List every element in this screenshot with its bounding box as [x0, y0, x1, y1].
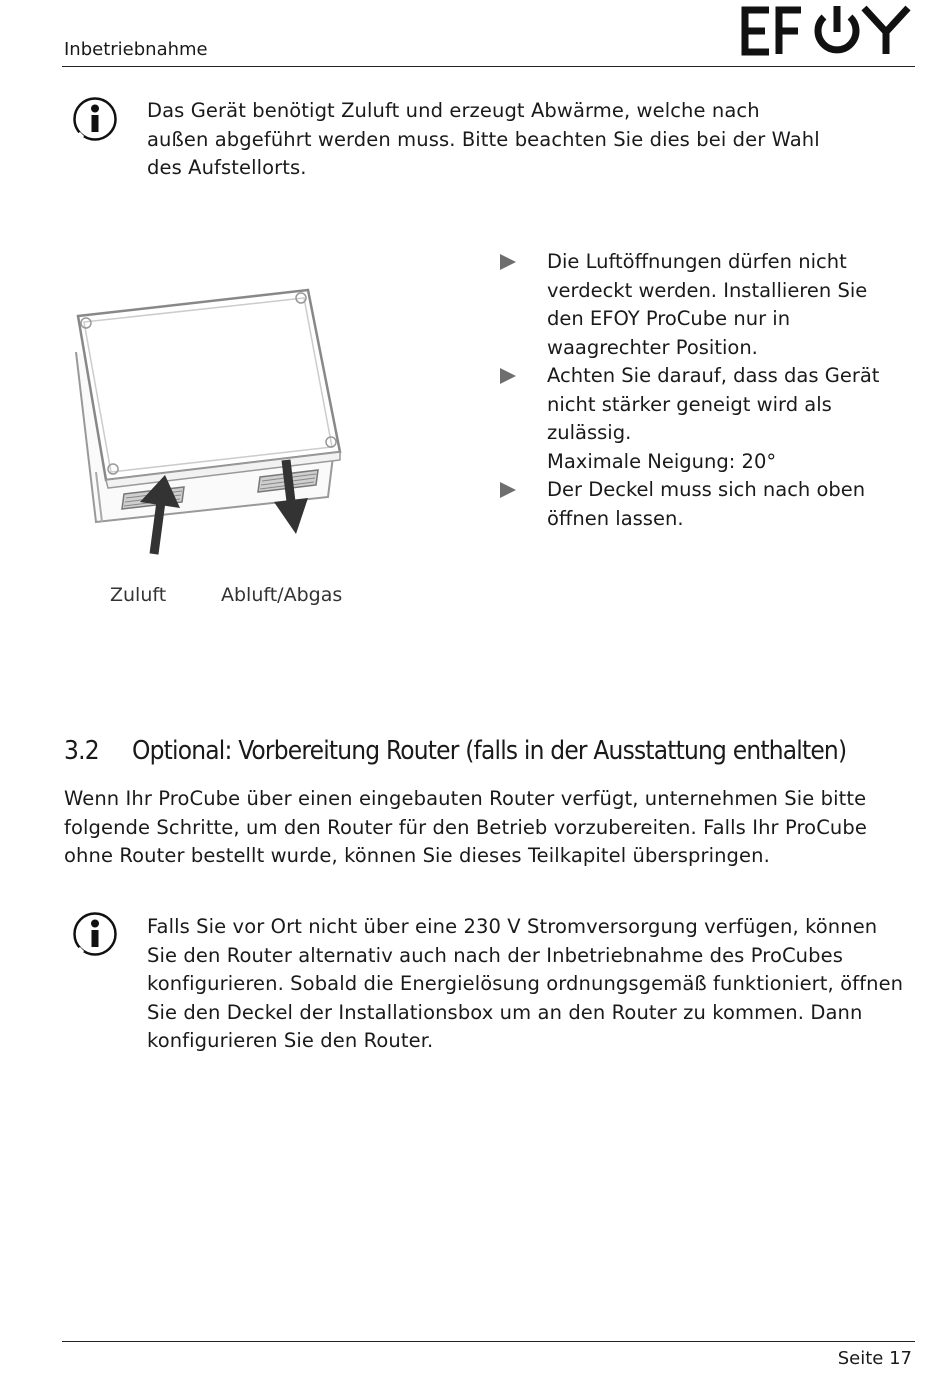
section-paragraph: Wenn Ihr ProCube über einen eingebauten Router verfügt, unternehmen Sie bitte folgende Schritte, um den Router für den Betrieb vorzubereiten. Falls Ihr ProCube ohne Router bestellt wurde, können Sie dieses Teilkapitel überspringen. — [64, 787, 867, 867]
list-item-text: Die Luftöffnungen dürfen nicht verdeckt werden. Installieren Sie den EFOY ProCube nur in waagrechter Position. — [547, 250, 868, 359]
notice-text: Falls Sie vor Ort nicht über eine 230 V Stromversorgung verfügen, können Sie den Router alternativ auch nach der Inbetriebnahme des ProCubes konfigurieren. Sobald die Energielösung ordnungsgemäß funktioniert, öffnen Sie den Deckel der Installationsbox um an den Router zu kommen. Dann konfigurieren Sie den Router. — [147, 915, 904, 1052]
list-item-subtext: Maximale Neigung: 20° — [547, 449, 777, 473]
section-heading — [64, 736, 846, 766]
figure-label-exhaust: Abluft/Abgas — [221, 584, 343, 606]
list-item — [500, 476, 900, 533]
header-rule — [62, 66, 915, 67]
figure-label-intake: Zuluft — [110, 584, 167, 606]
section-title: Optional: Vorbereitung Router (falls in der Ausstattung enthalten) — [132, 736, 847, 766]
efoy-logo — [738, 2, 914, 62]
page-number: Seite 17 — [837, 1348, 912, 1369]
info-icon — [72, 911, 118, 957]
section-number: 3.2 — [64, 736, 99, 766]
footer-rule — [62, 1341, 915, 1342]
triangle-bullet-icon — [500, 368, 516, 384]
info-icon — [72, 96, 118, 142]
list-item — [500, 362, 900, 476]
list-item-text: Achten Sie darauf, dass das Gerät nicht stärker geneigt wird als zulässig. — [547, 364, 880, 444]
list-item-text: Der Deckel muss sich nach oben öffnen lassen. — [547, 478, 866, 530]
instruction-list — [500, 248, 900, 533]
list-item — [500, 248, 900, 362]
device-illustration — [66, 282, 356, 572]
triangle-bullet-icon — [500, 254, 516, 270]
header-section-title: Inbetriebnahme — [64, 39, 208, 60]
notice-text: Das Gerät benötigt Zuluft und erzeugt Abwärme, welche nach außen abgeführt werden muss. Bitte beachten Sie dies bei der Wahl des Aufstellorts. — [147, 99, 820, 179]
triangle-bullet-icon — [500, 482, 516, 498]
